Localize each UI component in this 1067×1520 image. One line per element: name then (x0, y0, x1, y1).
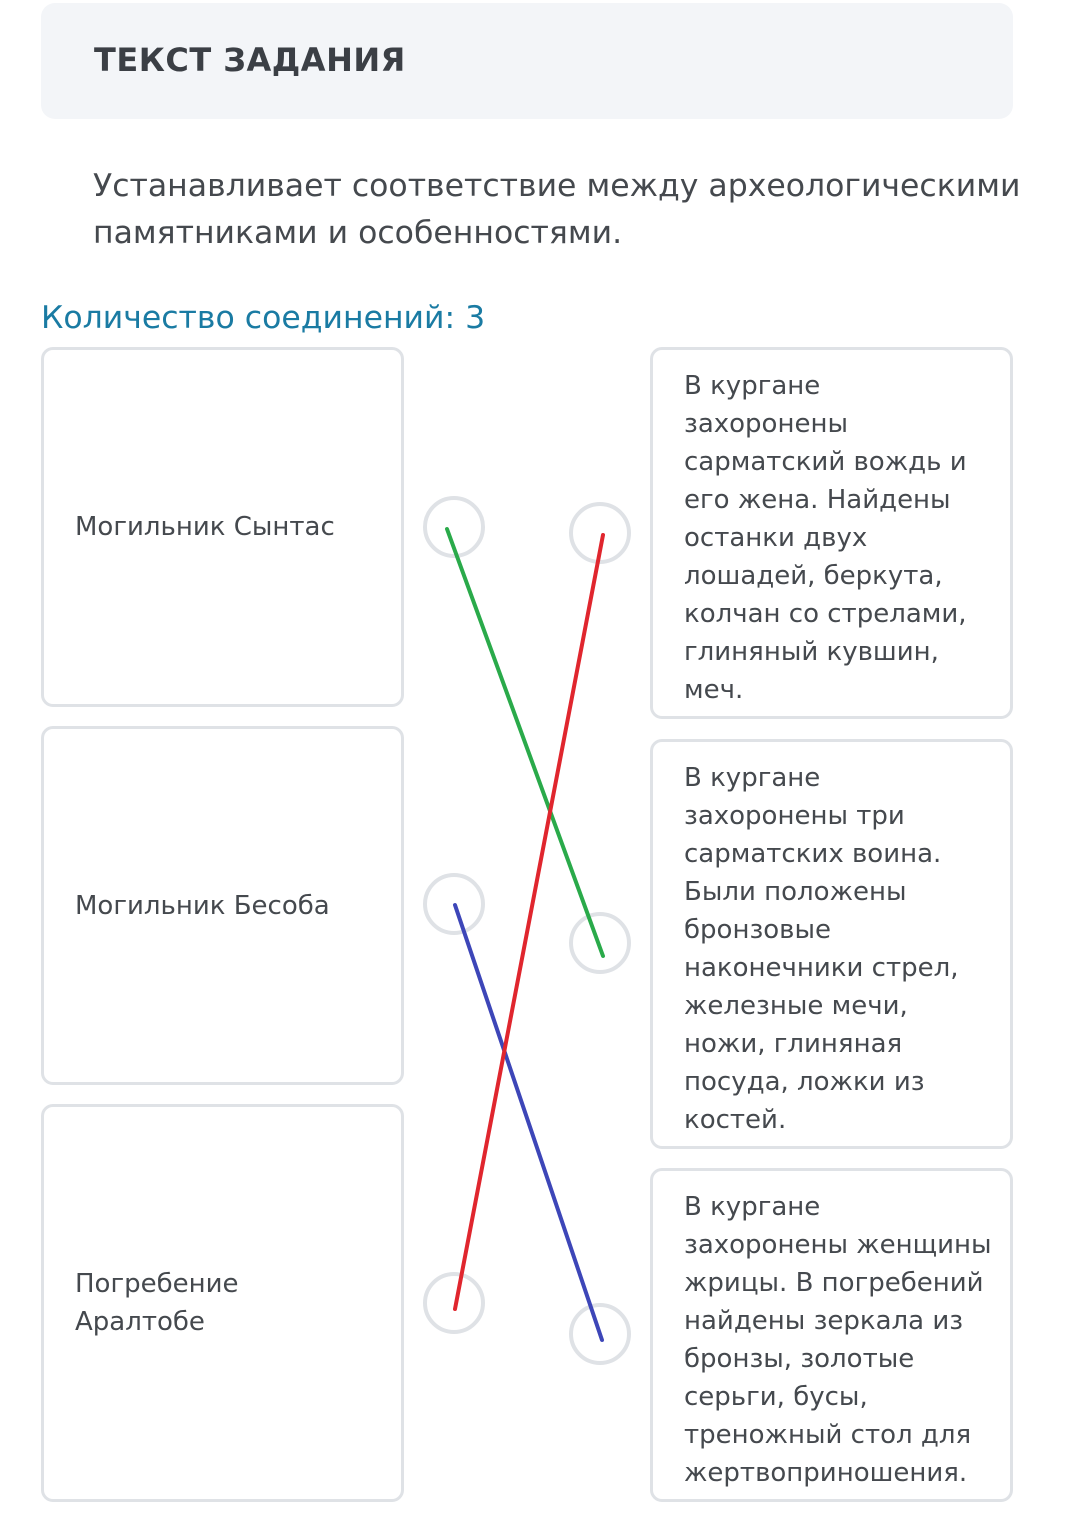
left-card-label: Погребение Аралтобе (75, 1269, 239, 1337)
right-connector-1[interactable] (571, 504, 629, 562)
right-card-1[interactable] (650, 347, 1013, 719)
right-connector-3[interactable] (571, 1305, 629, 1363)
right-card-2[interactable] (650, 739, 1013, 1149)
left-connector-1[interactable] (425, 498, 483, 556)
right-connector-2[interactable] (571, 914, 629, 972)
left-card-label: Могильник Сынтас (75, 512, 335, 542)
left-connector-3[interactable] (425, 1274, 483, 1332)
right-card-3[interactable] (650, 1168, 1013, 1502)
connections-count: Количество соединений: 3 (41, 300, 486, 336)
right-card-text: В кургане захоронены женщины жрицы. В погребений найдены зеркала из бронзы, золотые серьги, бусы, треножный стол для жертвоприношения. (684, 1192, 992, 1488)
left-card-2[interactable] (41, 726, 404, 1085)
left-card-1[interactable] (41, 347, 404, 707)
right-card-text: В кургане захоронены сарматский вождь и его жена. Найдены останки двух лошадей, беркута, колчан со стрелами, глиняный кувшин, меч. (684, 371, 967, 705)
left-connector-2[interactable] (425, 875, 483, 933)
left-card-3[interactable] (41, 1104, 404, 1502)
link-line-besoba (455, 905, 602, 1340)
question-text: Устанавливает соответствие между археологическими памятниками и особенностями. (93, 168, 1021, 251)
task-header-title: ТЕКСТ ЗАДАНИЯ (94, 41, 406, 79)
right-card-text: В кургане захоронены три сарматских воина. Были положены бронзовые наконечники стрел, железные мечи, ножи, глиняная посуда, ложки из костей. (684, 763, 959, 1135)
left-card-label: Могильник Бесоба (75, 890, 330, 921)
